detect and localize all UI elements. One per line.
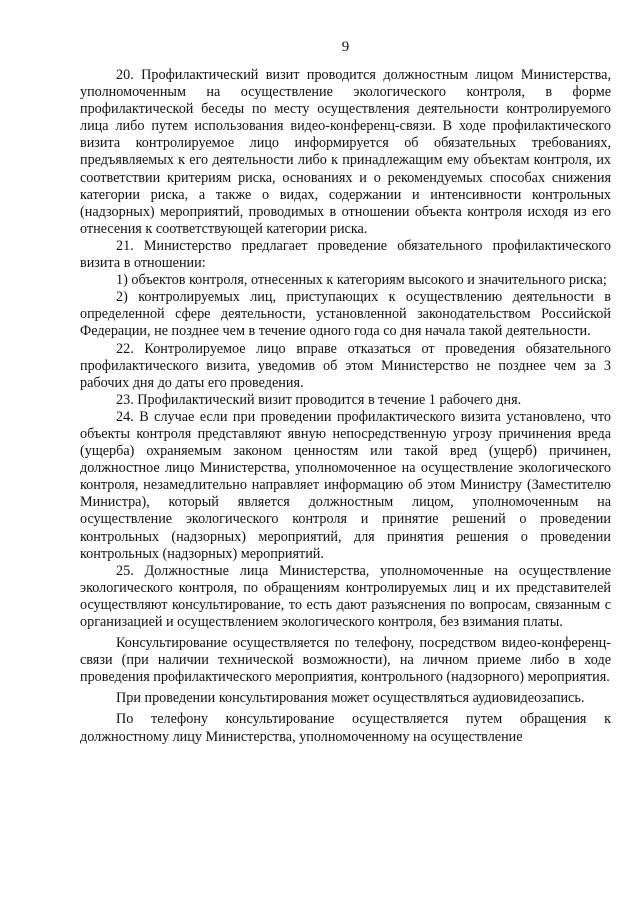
page-number: 9 <box>341 39 350 55</box>
paragraph-21-item-1: 1) объектов контроля, отнесенных к категориям высокого и значительного риска; <box>116 272 607 289</box>
paragraph-consultation-methods: Консультирование осуществляется по телефону, посредством видео-конференц-связи (при наличии технической возможности), на личном приеме либо в ходе проведения профилактического мероприятия, контрольного (надзорного) мероприятия. <box>80 635 611 686</box>
paragraph-21: 21. Министерство предлагает проведение обязательного профилактического визита в отношении: <box>80 237 611 272</box>
paragraph-20: 20. Профилактический визит проводится должностным лицом Министерства, уполномоченным на осуществление экологического контроля, в форме профилактической беседы по месту осуществления деятельности контролируемого лица либо путем использования видео-конференц-связи. В ходе профилактического визита контролируемое лицо информируется об обязательных требованиях, предъявляемых к его деятельности либо к принадлежащим ему объектам контроля, их соответствии критериям риска, основаниях и о рекомендуемых способах снижения категории риска, а также о видах, содержании и интенсивности контрольных (надзорных) мероприятий, проводимых в отношении объекта контроля исходя из его отнесения к соответствующей категории риска. <box>80 67 611 237</box>
paragraph-recording: При проведении консультирования может осуществляться аудиовидеозапись. <box>116 690 585 707</box>
paragraph-24: 24. В случае если при проведении профилактического визита установлено, что объекты контроля представляют явную непосредственную угрозу причинения вреда (ущерба) охраняемым законом ценностям или такой вред (ущерб) причинен, должностное лицо Министерства, уполномоченное на осуществление экологического контроля, незамедлительно направляет информацию об этом Министру (Заместителю Министра), который является должностным лицом, уполномоченным на осуществление экологического контроля и принятие решений о проведении контрольных (надзорных) мероприятий, для принятия решения о проведении контрольных (надзорных) мероприятий. <box>80 408 611 562</box>
document-page <box>80 38 611 746</box>
paragraph-25: 25. Должностные лица Министерства, уполномоченные на осуществление экологического контроля, по обращениям контролируемых лиц и их представителей осуществляют консультирование, то есть дают разъяснения по вопросам, связанным с организацией и осуществлением экологического контроля, без взимания платы. <box>80 562 611 630</box>
paragraph-22: 22. Контролируемое лицо вправе отказаться от проведения обязательного профилактического визита, уведомив об этом Министерство не позднее чем за 3 рабочих дня до даты его проведения. <box>80 340 611 391</box>
paragraph-23: 23. Профилактический визит проводится в течение 1 рабочего дня. <box>116 391 522 408</box>
paragraph-phone-consultation: По телефону консультирование осуществляется путем обращения к должностному лицу Министерства, уполномоченному на осуществление <box>80 711 611 745</box>
paragraph-21-item-2: 2) контролируемых лиц, приступающих к осуществлению деятельности в определенной сфере деятельности, установленной законодательством Российской Федерации, не позднее чем в течение одного года со дня начала такой деятельности. <box>80 289 611 340</box>
